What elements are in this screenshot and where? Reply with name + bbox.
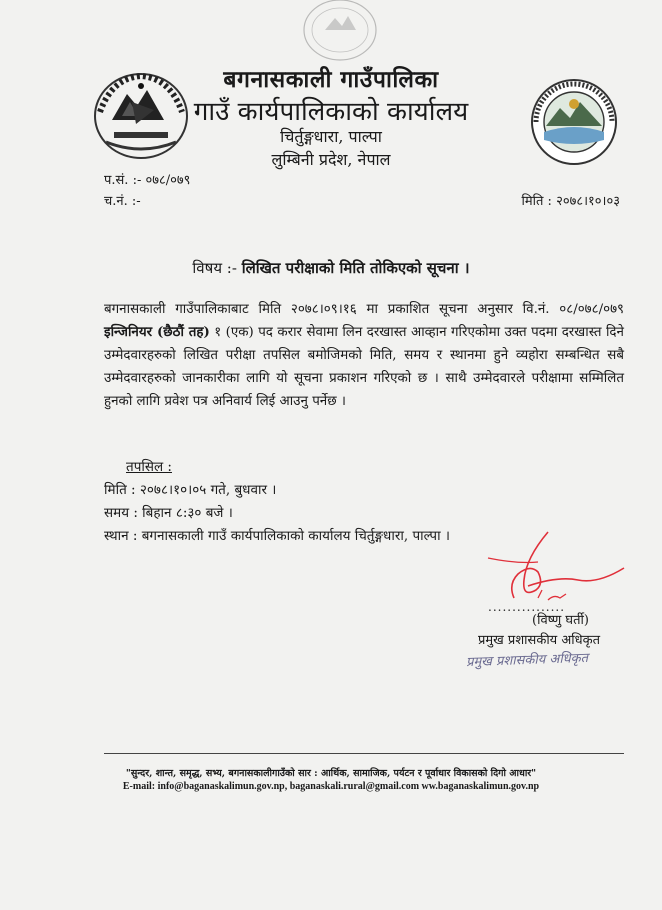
exam-place: स्थान : बगनासकाली गाउँ कार्यपालिकाको कार्यालय चिर्तुङ्गधारा, पाल्पा ।: [104, 528, 450, 544]
footer-contact: E-mail: info@baganaskalimun.gov.np, baganaskali.rural@gmail.com ww.baganaskalimun.gov.np: [122, 781, 540, 792]
signatory-title: प्रमुख प्रशासकीय अधिकृत: [478, 633, 601, 648]
designation-stamp: प्रमुख प्रशासकीय अधिकृत: [465, 650, 589, 671]
address-line-2: लुम्बिनी प्रदेश, नेपाल: [271, 150, 391, 169]
body-part-1: बगनासकाली गाउँपालिकाबाट मिति २०७८।०९।१६ मा प्रकाशित सूचना अनुसार वि.नं. ०८/०७८/०७९: [104, 302, 624, 317]
signature-dots: ................: [488, 600, 566, 614]
letter-date: मिति : २०७८।१०।०३: [521, 194, 620, 209]
signatory-name: (विष्णु घर्ती): [532, 613, 589, 628]
position-name: इन्जिनियर (छैठौं तह): [104, 324, 210, 340]
details-heading: तपसिल :: [126, 459, 172, 475]
address-line-1: चिर्तुङ्गधारा, पाल्पा: [280, 127, 382, 146]
office-name: गाउँ कार्यपालिकाको कार्यालय: [193, 97, 469, 127]
letter-reference-number: प.सं. :- ०७८/०७९: [104, 173, 191, 188]
exam-date: मिति : २०७८।१०।०५ गते, बुधवार ।: [104, 482, 277, 498]
subject-text: लिखित परीक्षाको मिति तोकिएको सूचना ।: [241, 259, 470, 277]
exam-time: समय : बिहान ८:३० बजे ।: [104, 505, 233, 521]
footer-motto: "सुन्दर, शान्त, समृद्ध, सभ्य, बगनासकालीगाउँको सार : आर्थिक, सामाजिक, पर्यटन र पूर्वाधार विकासको दिगो आधार": [125, 768, 537, 779]
notice-body: [104, 298, 624, 413]
dispatch-number: च.नं. :-: [104, 194, 141, 209]
body-part-2: १ (एक) पद करार सेवामा लिन दरखास्त आव्हान गरिएकोमा उक्त पदमा दरखास्त दिने उम्मेदवारहरुको लिखित परीक्षा तपसिल बमोजिमको मिति, समय र स्थानमा हुने व्यहोरा सम्बन्धित सबै उम्मेदवारहरुको जानकारीका लागि यो सूचना प्रकाशन गरिएको छ । साथै उम्मेदवारले परीक्षामा सम्मिलित हुनको लागि प्रवेश पत्र अनिवार्य लिई आउनु पर्नेछ ।: [104, 325, 624, 409]
official-stamp-icon: [300, 0, 380, 70]
subject-label: विषय :-: [192, 259, 237, 277]
municipality-name: बगनासकाली गाउँपालिका: [223, 66, 439, 93]
footer-divider: [104, 753, 624, 754]
subject-line: [0, 258, 662, 278]
